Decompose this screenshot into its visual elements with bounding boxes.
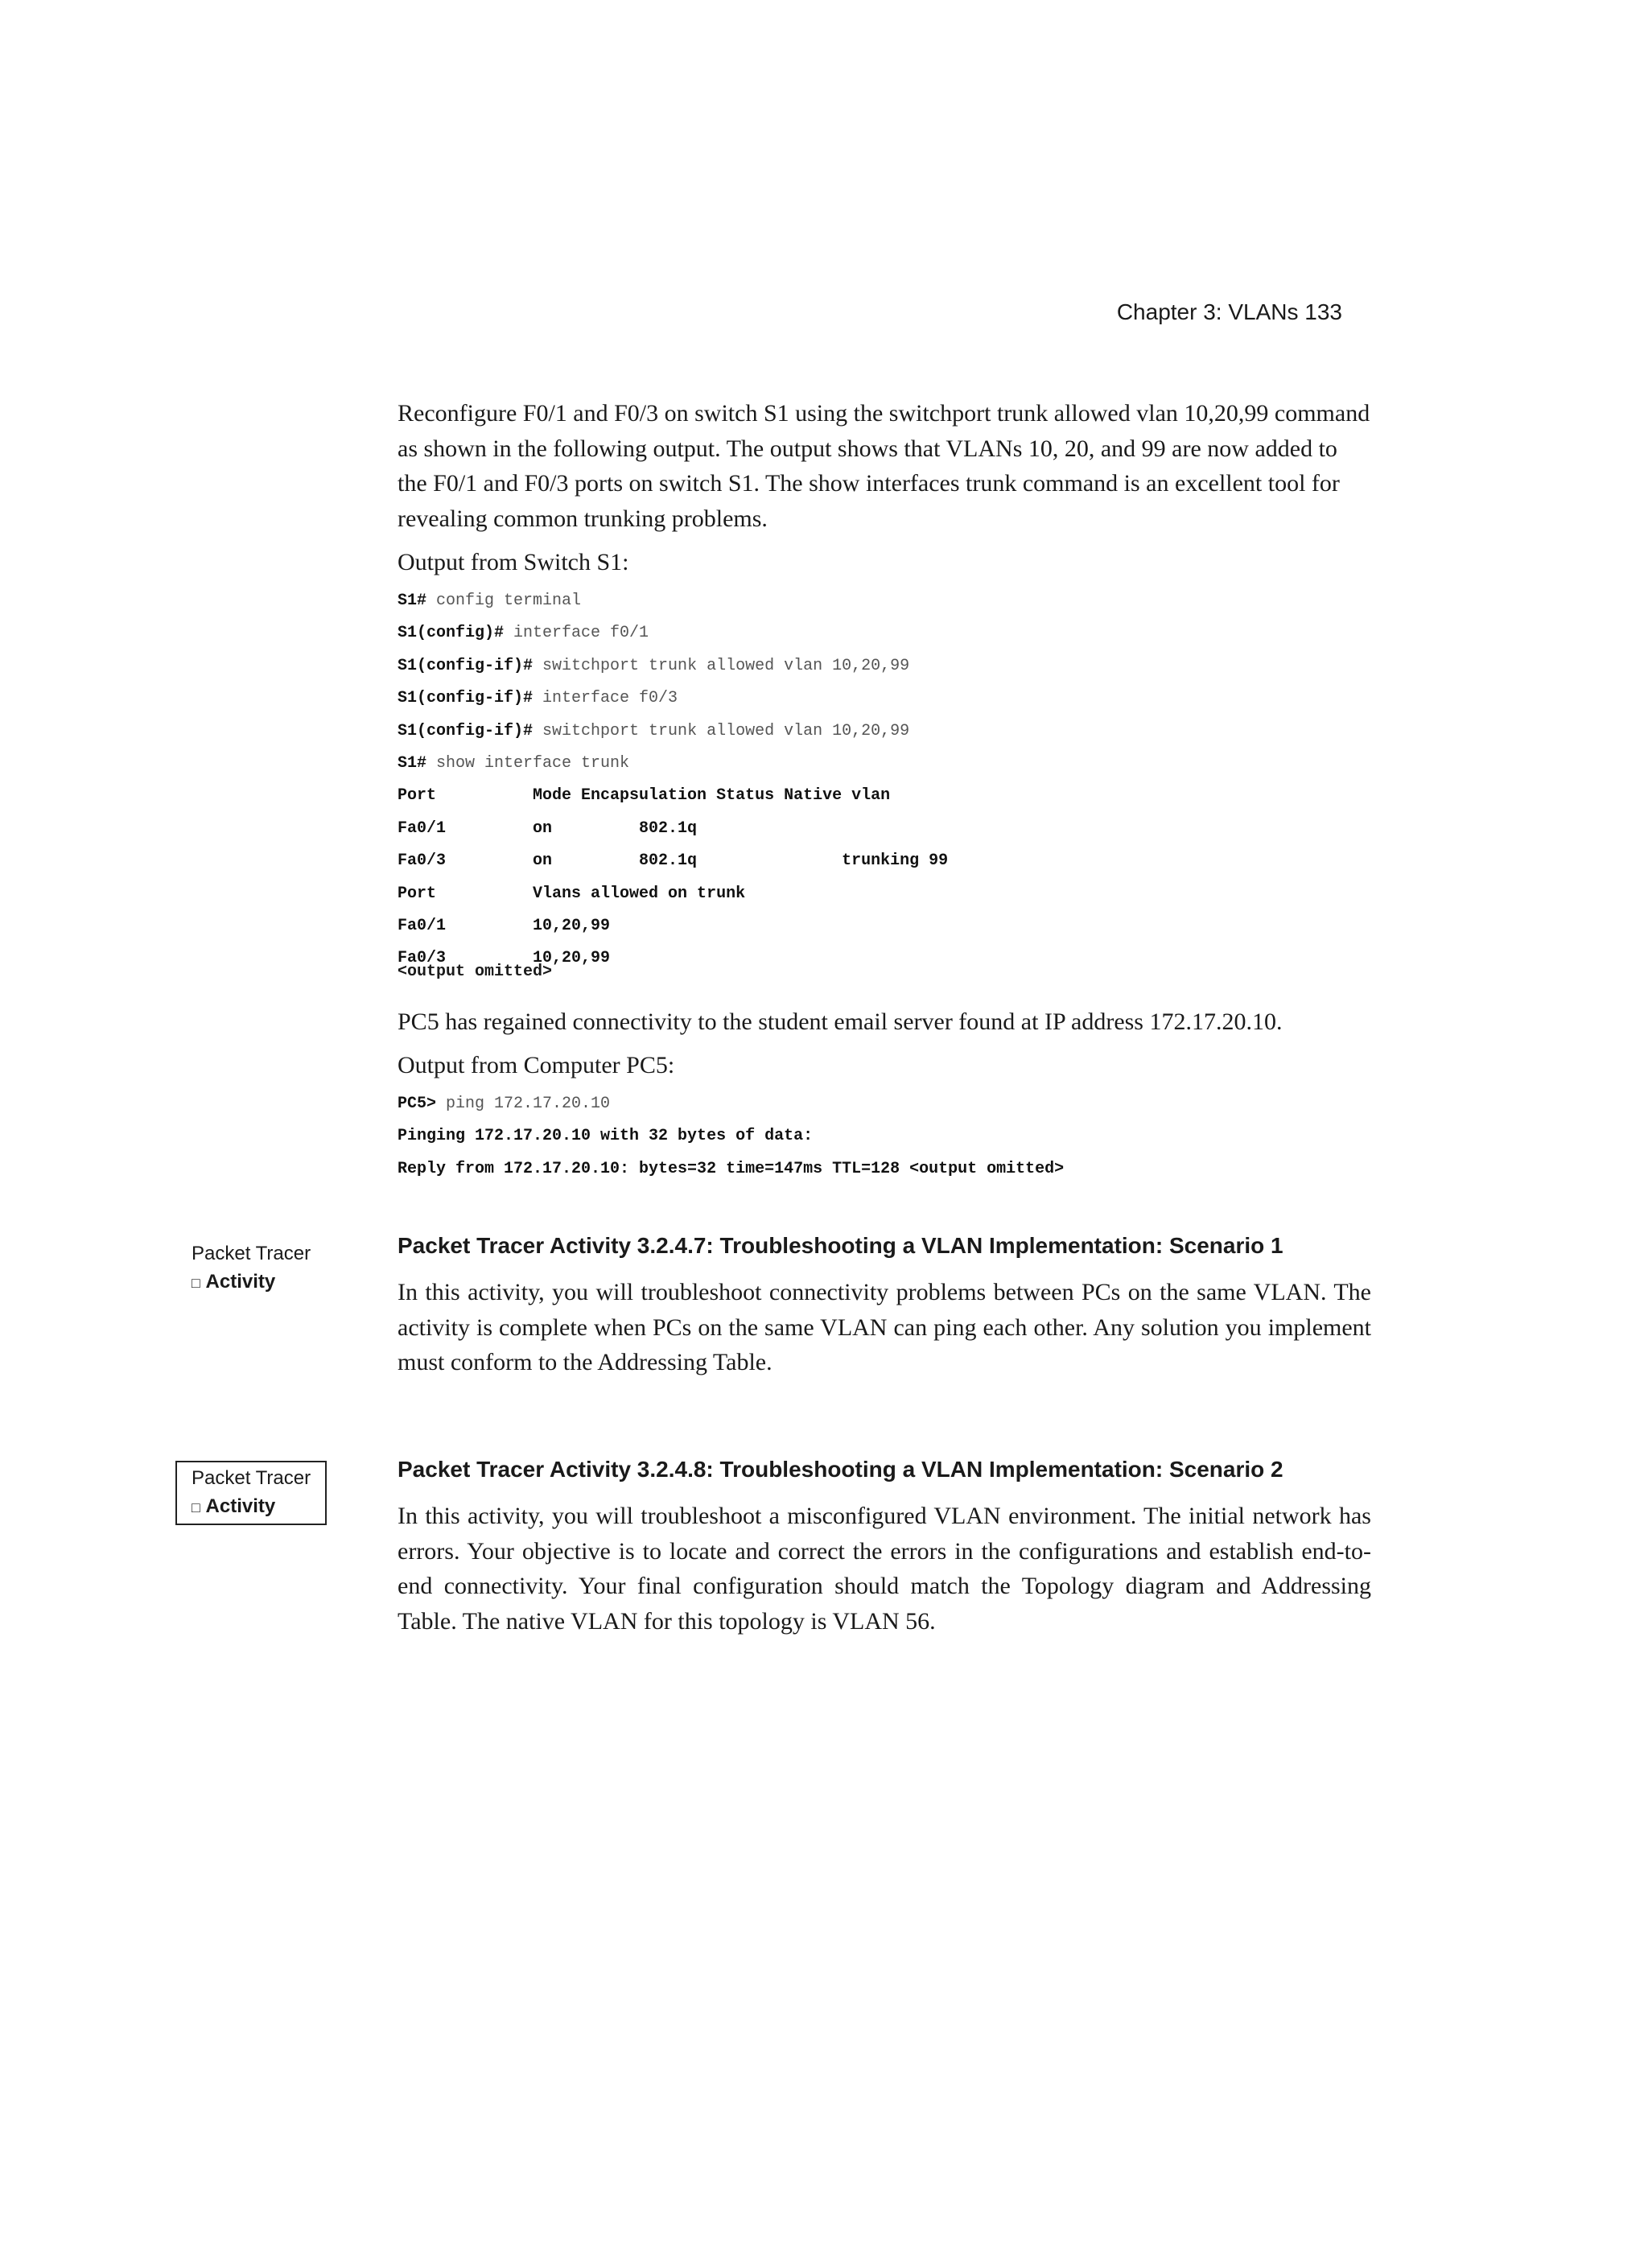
code-line — [398, 650, 948, 682]
activity-square-icon: □ — [192, 1275, 200, 1291]
cli-command: ping 172.17.20.10 — [436, 1095, 611, 1113]
code-line — [398, 715, 948, 748]
trunk-table-row: Fa0/1 on 802.1q — [398, 819, 698, 838]
code-line — [398, 617, 948, 649]
running-head: Chapter 3: VLANs 133 — [1116, 299, 1342, 324]
tag-activity: Activity — [205, 1495, 276, 1517]
ping-output-line: Reply from 172.17.20.10: bytes=32 time=147ms TTL=128 <output omitted> — [398, 1159, 1065, 1178]
activity-body: In this activity, you will troubleshoot a misconfigured VLAN environment. The initial network has errors. Your objective is to locate and correct the errors in the configurations and establish end-to-end connectivity. Your final configuration should match the Topology diagram and Addressing Table. The native VLAN for this topology is VLAN 56. — [398, 1503, 1371, 1635]
trunk-table-row: Fa0/3 on 802.1q trunking 99 — [398, 852, 949, 871]
trunk-table-header: Port Mode Encapsulation Status Native vlan — [398, 786, 891, 806]
cli-command: interface f0/3 — [533, 689, 678, 708]
intro-paragraph: Reconfigure F0/1 and F0/3 on switch S1 using the switchport trunk allowed vlan 10,20,99 command as shown in the following output. The output shows that VLANs 10, 20, and 99 are now added to the F0/1 and F0/3 ports on switch S1. The show interfaces trunk command is an excellent tool for revealing common trunking problems. — [398, 400, 1370, 532]
packet-tracer-activity-tag — [192, 1239, 311, 1297]
cli-command: interface f0/1 — [504, 624, 649, 643]
activity-heading: Packet Tracer Activity 3.2.4.7: Troubleshooting a VLAN Implementation: Scenario 1 — [398, 1233, 1283, 1258]
cli-prompt: PC5> — [398, 1095, 437, 1113]
cli-command: switchport trunk allowed vlan 10,20,99 — [533, 721, 910, 740]
tag-activity: Activity — [205, 1271, 276, 1293]
code-line — [398, 748, 948, 780]
tag-title: Packet Tracer — [192, 1243, 311, 1264]
cli-prompt: S1# — [398, 753, 427, 773]
s1-output-label: Output from Switch S1: — [398, 549, 629, 575]
trunk-table-header: Port Vlans allowed on trunk — [398, 884, 746, 903]
trunk-table-row: Fa0/1 10,20,99 — [398, 916, 611, 935]
ping-output-line: Pinging 172.17.20.10 with 32 bytes of data: — [398, 1127, 814, 1146]
cli-prompt: S1(config)# — [398, 624, 505, 643]
cli-prompt: S1(config-if)# — [398, 689, 534, 708]
cli-command: switchport trunk allowed vlan 10,20,99 — [533, 656, 910, 675]
trunk-table-row: Fa0/3 10,20,99 — [398, 949, 611, 968]
s1-output-block — [398, 585, 948, 982]
activity-body: In this activity, you will troubleshoot connectivity problems between PCs on the same VLAN. The activity is complete when PCs on the same VLAN can ping each other. Any solution you implement must conform to the Addressing Table. — [398, 1279, 1371, 1375]
pc5-output-label: Output from Computer PC5: — [398, 1052, 675, 1078]
pc5-output-block — [398, 1088, 1064, 1186]
code-line — [398, 682, 948, 715]
activity-heading: Packet Tracer Activity 3.2.4.8: Troubleshooting a VLAN Implementation: Scenario 2 — [398, 1457, 1283, 1482]
cli-prompt: S1# — [398, 592, 427, 610]
output-omitted-note: <output omitted> — [398, 962, 553, 981]
cli-command: config terminal — [426, 592, 582, 610]
cli-prompt: S1(config-if)# — [398, 656, 534, 675]
code-line — [398, 1088, 1064, 1120]
pc5-paragraph: PC5 has regained connectivity to the student email server found at IP address 172.17.20.10. — [398, 1008, 1283, 1035]
code-line — [398, 585, 948, 617]
packet-tracer-activity-tag — [175, 1461, 327, 1525]
tag-title: Packet Tracer — [192, 1467, 311, 1489]
activity-square-icon: □ — [192, 1499, 200, 1515]
cli-prompt: S1(config-if)# — [398, 721, 534, 740]
cli-command: show interface trunk — [426, 753, 630, 773]
